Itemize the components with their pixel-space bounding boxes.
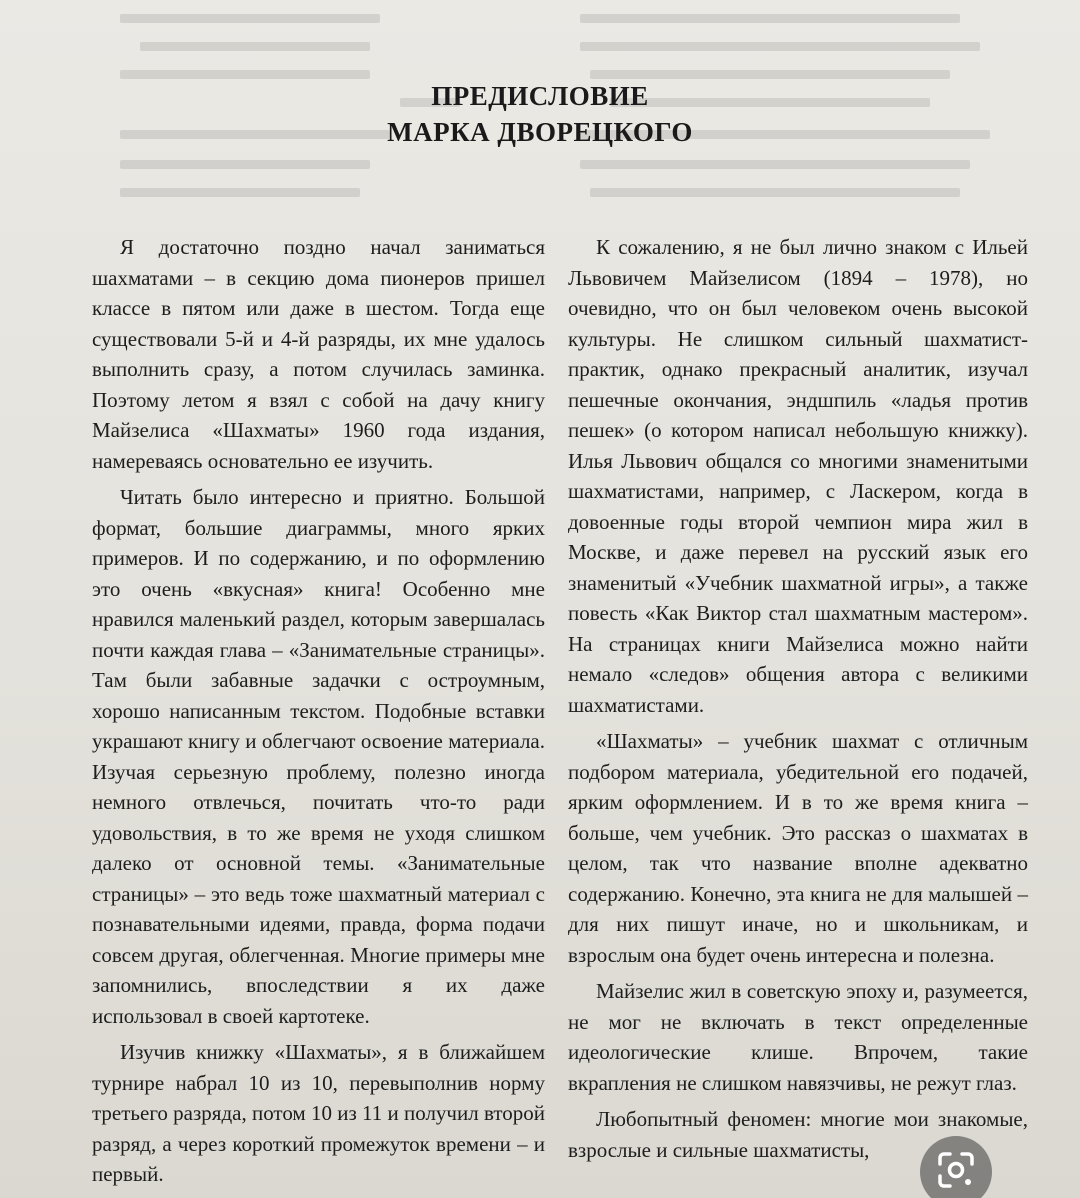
heading-line-2: МАРКА ДВОРЕЦКОГО [387,117,693,147]
google-lens-icon[interactable] [920,1136,992,1198]
preface-heading [0,78,1080,150]
right-column [568,232,1028,1171]
heading-line-1: ПРЕДИСЛОВИЕ [431,81,649,111]
paragraph: Читать было интересно и приятно. Большой формат, большие диаграммы, много ярких примеров. И по содержанию, и по оформлению это очень «вкусная» книга! Особенно мне нравился маленький раздел, которым завершалась почти каждая глава – «Занимательные страницы». Там были забавные задачки с остроумным, хорошо написанным текстом. Подобные вставки украшают книгу и облегчают освоение материала. Изучая серьезную проблему, полезно иногда немного отвлечься, почитать что-то ради удовольствия, в то же время не уходя слишком далеко от основной темы. «Занимательные страницы» – это ведь тоже шахматный материал с познавательными идеями, правда, форма подачи совсем другая, облегченная. Многие примеры мне запомнились, впоследствии я их даже использовал в своей картотеке. [92,485,545,1028]
paragraph: «Шахматы» – учебник шахмат с отличным подбором материала, убедительной его подачей, ярким оформлением. И в то же время книга – больше, чем учебник. Это рассказ о шахматах в целом, так что название вполне адекватно содержанию. Конечно, эта книга не для малышей – для них пишут иначе, но и школьникам, и взрослым она будет очень интересна и полезна. [568,729,1028,967]
left-column [92,232,545,1196]
paragraph: К сожалению, я не был лично знаком с Ильей Львовичем Майзелисом (1894 – 1978), но очевидно, что он был человеком очень высокой культуры. Не слишком сильный шахматист-практик, однако прекрасный аналитик, изучал пешечные окончания, эндшпиль «ладья против пешек» (о котором написал небольшую книжку). Илья Львович общался со многими знаменитыми шахматистами, например, с Ласкером, когда в довоенные годы второй чемпион мира жил в Москве, и даже перевел на русский язык его знаменитый «Учебник шахматной игры», а также повесть «Как Виктор стал шахматным мастером». На страницах книги Майзелиса можно найти немало «следов» общения автора с великими шахматистами. [568,235,1028,717]
paragraph: Майзелис жил в советскую эпоху и, разумеется, не мог не включать в текст определенные идеологические клише. Впрочем, такие вкрапления не слишком навязчивы, не режут глаз. [568,979,1028,1095]
paragraph: Я достаточно поздно начал заниматься шахматами – в секцию дома пионеров пришел классе в пятом или даже в шестом. Тогда еще существовали 5-й и 4-й разряды, их мне удалось выполнить сразу, а потом случилась заминка. Поэтому летом я взял с собой на дачу книгу Майзелиса «Шахматы» 1960 года издания, намереваясь основательно ее изучить. [92,235,545,473]
lens-glyph-icon [936,1150,976,1190]
paragraph: Любопытный феномен: многие мои знакомые, взрослые и сильные шахматисты, [568,1107,1028,1162]
paragraph: Изучив книжку «Шахматы», я в ближайшем турнире набрал 10 из 10, перевыполнив норму третьего разряда, потом 10 из 11 и получил второй разряд, а через короткий промежуток времени – и первый. [92,1040,545,1186]
